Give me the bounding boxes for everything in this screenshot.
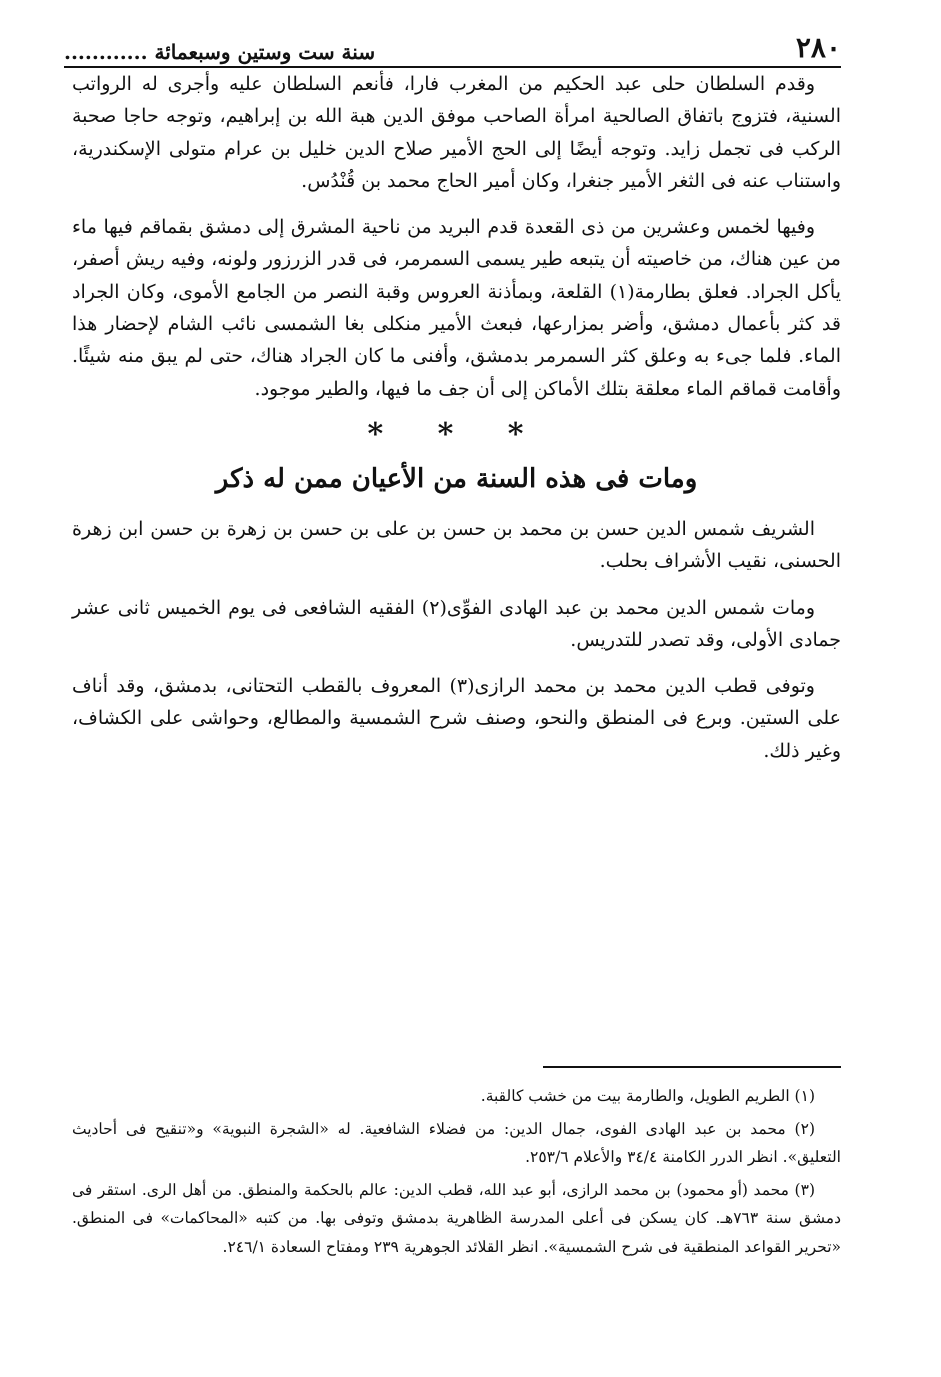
section-separator: * * * — [367, 416, 546, 452]
main-text — [72, 68, 841, 777]
footnote-3: (٣) محمد (أو محمود) بن محمد الرازى، أبو عبد الله، قطب الدين: عالم بالحكمة والمنطق. من أهل الرى. استقر فى دمشق سنة ٧٦٣هـ. كان يسكن فى أعلى المدرسة الظاهرية بدمشق وتوفى بها. من كتبه «المحاكمات» فى المنطق. «تحرير القواعد المنطقية فى شرح الشمسية». انظر القلائد الجوهرية ٢٣٩ ومفتاح السعادة ٢٤٦/١. — [72, 1180, 841, 1256]
paragraph-arrival: وقدم السلطان حلى عبد الحكيم من المغرب فارا، فأنعم السلطان عليه وأجرى له الرواتب السنية، فتزوج باتفاق الصالحية امرأة الصاحب موفق الدين هبة الله بن إبراهيم، وتوجه حاجا صحبة الركب فى تجمل زايد. وتوجه أيضًا إلى الحج الأمير صلاح الدين خليل بن عرام متولى الإسكندرية، واستناب عنه فى الثغر الأمير جنغرا، وكان أمير الحاج محمد بن قُنْدُس. — [72, 73, 841, 192]
footnote-1: (١) الطريم الطويل، والطارمة بيت من خشب كالقبة. — [480, 1087, 815, 1105]
footnote-2: (٢) محمد بن عبد الهادى الفوى، جمال الدين: من فضلاء الشافعية. له «الشجرة النبوية» و«تنقيح فى أحاديث التعليق». انظر الدرر الكامنة ٣٤/٤ والأعلام ٢٥٣/٦. — [72, 1119, 841, 1166]
obituary-entry: ومات شمس الدين محمد بن عبد الهادى الفوِّى(٢) الفقيه الشافعى فى يوم الخميس ثانى عشر جمادى الأولى، وقد تصدر للتدريس. — [72, 596, 841, 651]
obituary-entry: وتوفى قطب الدين محمد بن محمد الرازى(٣) المعروف بالقطب التحتانى، بدمشق، وقد أناف على الستين. وبرع فى المنطق والنحو، وصنف شرح الشمسية والمطالع، وحواشى على الكشاف، وغير ذلك. — [72, 675, 841, 762]
obituary-entry: الشريف شمس الدين حسن بن محمد بن حسن بن على بن حسن بن زهرة بن حسن ابن زهرة الحسنى، نقيب الأشراف بحلب. — [72, 517, 841, 573]
footnote-divider — [543, 1066, 841, 1068]
running-header — [64, 22, 841, 68]
footnotes — [72, 1082, 841, 1265]
paragraph-locusts: وفيها لخمس وعشرين من ذى القعدة قدم البريد من ناحية المشرق إلى دمشق بقماقم فيها ماء من عين هناك، من خاصيته أن يتبعه طير يسمى السمرمر، فى قدر الزرزور ولونه، وفيه ريش أصفر، يأكل الجراد. فعلق بطارمة(١) القلعة، وبمأذنة العروس وقبة النصر من الجامع الأموى، وكان الجراد قد كثر بأعمال دمشق، وأضر بمزارعها، فبعث الأمير منكلى بغا الشمسى نائب الشام لإحضار هذا الماء. فلما جىء به وعلق كثر السمرمر بدمشق، وأفنى ما كان الجراد هناك، حتى لم يبق منه شيئًا. وأقامت قماقم الماء معلقة بتلك الأماكن إلى أن جف ما فيها، والطير موجود. — [72, 216, 841, 400]
section-heading: ومات فى هذه السنة من الأعيان ممن له ذكر — [215, 463, 698, 494]
running-title: سنة ست وستين وسبعمائة ............ — [64, 40, 376, 64]
page-number: ٢٨٠ — [795, 31, 841, 64]
